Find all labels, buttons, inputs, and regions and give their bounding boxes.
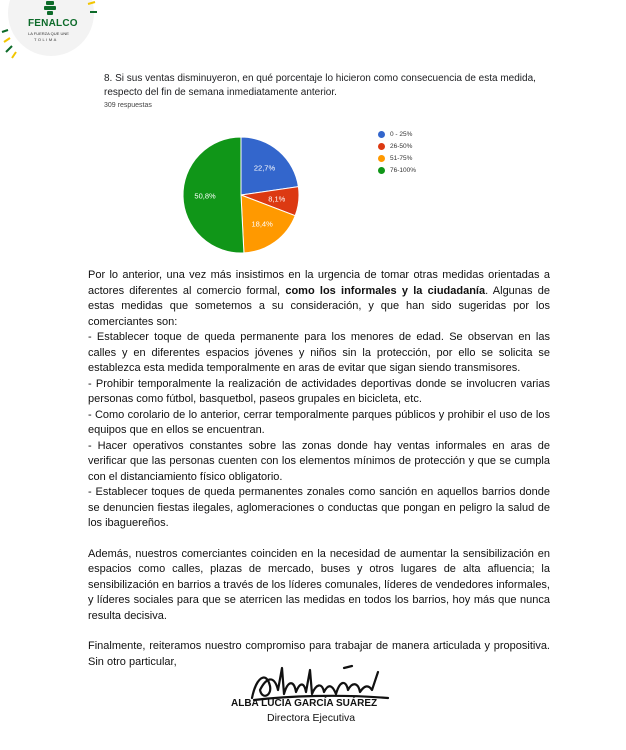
legend-label: 76-100% (390, 167, 417, 174)
list-item: - Establecer toque de queda permanente para los menores de edad. Se observan en las calles y en diferentes espacios jóvenes y niños sin la protección, por ello se solicita se establezca esta medida temporalmente en aras de evitar que sigan siendo transmisores. (88, 331, 550, 374)
intro-bold-text: como los informales y la ciudadanía (285, 284, 486, 297)
paragraph-closing: Finalmente, reiteramos nuestro compromiso para trabajar de manera articulada y propositiva. Sin otro particular, (88, 640, 550, 668)
legend-label: 26-50% (390, 143, 413, 150)
list-item: - Como corolario de lo anterior, cerrar temporalmente parques públicos y prohibir el uso de los equipos que en ellos se encuentran. (88, 408, 550, 436)
list-item: - Establecer toques de queda permanentes zonales como sanción en aquellos barrios donde se denuncien fiestas ilegales, aglomeraciones o conductas que pongan en peligro la salud de los ibaguereños. (88, 486, 550, 529)
slice-value-label: 50,8% (194, 191, 216, 201)
legend-dot-icon (378, 143, 385, 150)
legend-item (378, 166, 416, 176)
pie-chart (176, 130, 306, 260)
signer-name: ALBA LUCÍA GARCÍA SUÁREZ (231, 698, 378, 709)
legend-label: 0 - 25% (390, 131, 413, 138)
legend-dot-icon (378, 167, 385, 174)
logo-region: TOLIMA (34, 37, 58, 42)
paragraph-awareness: Además, nuestros comerciantes coinciden en la necesidad de aumentar la sensibilización en espacios como calles, plazas de mercado, buses y otros lugares de alta afluencia; la sensibilización en barrios a través de los líderes comunales, líderes de vendedores informales, y líderes sociales para que se aterricen las medidas en todos los barrios, hoy más que nunca resulta decisiva. (88, 547, 550, 622)
response-count: 309 respuestas (104, 102, 152, 109)
legend-dot-icon (378, 131, 385, 138)
list-item: - Hacer operativos constantes sobre las zonas donde hay ventas informales en aras de verificar que las personas cuenten con los elementos mínimos de protección y que se cumpla con el distanciamiento físico obligatorio. (88, 439, 550, 483)
legend-dot-icon (378, 155, 385, 162)
legend-item (378, 130, 416, 140)
paragraph-intro (88, 268, 550, 330)
intro-text: Por lo anterior, una vez más insistimos en la urgencia de tomar otras medidas orientadas a actores diferentes al comercio formal, (88, 269, 550, 297)
letter-body (88, 268, 550, 670)
slice-value-label: 22,7% (253, 163, 276, 173)
legend-item (378, 142, 416, 152)
list-item: - Prohibir temporalmente la realización de actividades deportivas donde se involucren varias personas como fútbol, basquetbol, paseos grupales en bicicleta, etc. (88, 377, 550, 405)
signer-role: Directora Ejecutiva (267, 712, 356, 724)
survey-question: 8. Si sus ventas disminuyeron, en qué porcentaje lo hicieron como consecuencia de esta medida, respecto del fin de semana inmediatamente anterior. (104, 73, 536, 98)
logo-tagline: LA FUERZA QUE UNE (28, 31, 69, 36)
slice-value-label: 18,4% (251, 219, 273, 229)
legend-label: 51-75% (390, 155, 413, 162)
survey-card (92, 66, 560, 256)
logo-title: FENALCO (28, 18, 78, 29)
legend-item (378, 154, 416, 164)
slice-value-label: 8,1% (268, 194, 286, 204)
chart-legend (378, 130, 416, 178)
intro-text-end: . Algunas de estas medidas que sometemos a su consideración, y que han sido sugeridas por los comerciantes son: (88, 284, 551, 328)
fenalco-logo (0, 0, 100, 60)
logo-rays-icon (0, 0, 100, 60)
